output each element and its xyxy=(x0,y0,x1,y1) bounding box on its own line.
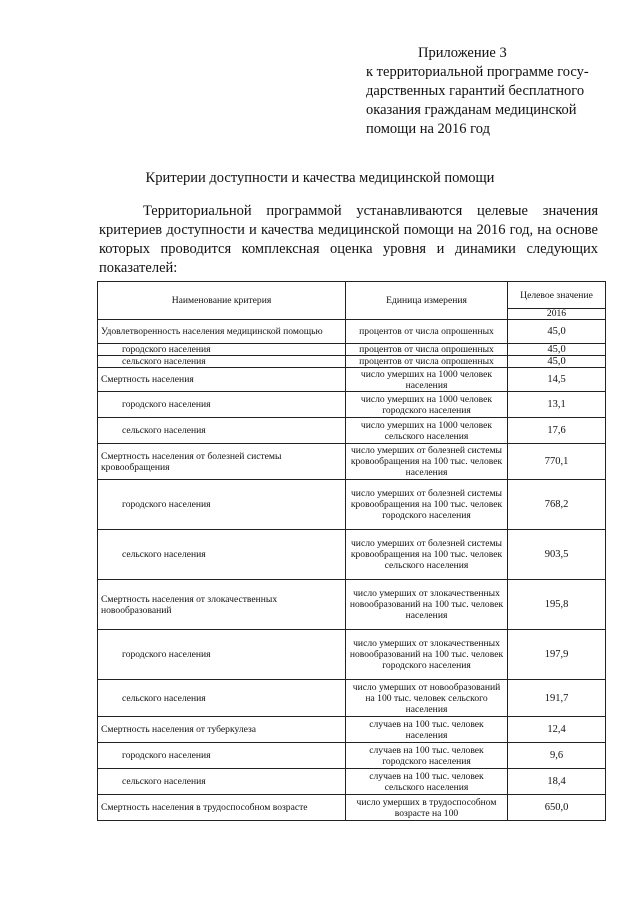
document-title: Критерии доступности и качества медицинской помощи xyxy=(145,170,495,186)
criterion-name: городского населения xyxy=(98,743,346,769)
criterion-unit: процентов от числа опрошенных xyxy=(346,344,508,356)
intro-paragraph: Территориальной программой устанавливаются целевые значения критериев доступности и качества медицинской помощи на 2016 год, на основе которых проводится комплексная оценка уровня и динамики следующих показателей: xyxy=(99,203,598,276)
criterion-value: 195,8 xyxy=(508,580,606,630)
table-row xyxy=(98,717,606,743)
criterion-name: городского населения xyxy=(98,392,346,418)
criterion-value: 770,1 xyxy=(508,444,606,480)
criteria-table xyxy=(97,281,606,821)
table-row xyxy=(98,580,606,630)
criterion-value: 197,9 xyxy=(508,630,606,680)
table-row xyxy=(98,630,606,680)
header-unit: Единица измерения xyxy=(346,282,508,320)
criterion-value: 650,0 xyxy=(508,795,606,821)
criterion-value: 14,5 xyxy=(508,368,606,392)
criterion-unit: процентов от числа опрошенных xyxy=(346,356,508,368)
appendix-line-4: помощи на 2016 год xyxy=(366,121,490,137)
appendix-header xyxy=(366,44,606,139)
table-row xyxy=(98,530,606,580)
criterion-name: Смертность населения xyxy=(98,368,346,392)
criterion-name: сельского населения xyxy=(98,356,346,368)
criterion-unit: число умерших на 1000 человек сельского населения xyxy=(346,418,508,444)
criterion-value: 768,2 xyxy=(508,480,606,530)
criterion-value: 9,6 xyxy=(508,743,606,769)
appendix-line-2: дарственных гарантий бесплатного xyxy=(366,83,585,99)
table-row xyxy=(98,320,606,344)
criterion-value: 13,1 xyxy=(508,392,606,418)
header-target: Целевое значение xyxy=(508,282,606,309)
criterion-value: 17,6 xyxy=(508,418,606,444)
criterion-unit: случаев на 100 тыс. человек городского населения xyxy=(346,743,508,769)
appendix-title: Приложение 3 xyxy=(418,45,507,61)
criterion-name: городского населения xyxy=(98,630,346,680)
criterion-unit: число умерших от новообразований на 100 тыс. человек сельского населения xyxy=(346,680,508,717)
table-row xyxy=(98,743,606,769)
criterion-name: сельского населения xyxy=(98,530,346,580)
criterion-value: 45,0 xyxy=(508,320,606,344)
criterion-value: 12,4 xyxy=(508,717,606,743)
criterion-name: сельского населения xyxy=(98,680,346,717)
criterion-name: сельского населения xyxy=(98,418,346,444)
table-row xyxy=(98,444,606,480)
criterion-value: 45,0 xyxy=(508,356,606,368)
table-row xyxy=(98,356,606,368)
appendix-line-3: оказания гражданам медицинской xyxy=(366,102,577,118)
criterion-value: 45,0 xyxy=(508,344,606,356)
criterion-unit: число умерших от болезней системы кровообращения на 100 тыс. человек сельского населения xyxy=(346,530,508,580)
table-row xyxy=(98,795,606,821)
table-row xyxy=(98,344,606,356)
criterion-unit: случаев на 100 тыс. человек населения xyxy=(346,717,508,743)
table-row xyxy=(98,368,606,392)
criterion-name: Смертность населения от болезней системы кровообращения xyxy=(98,444,346,480)
table-row xyxy=(98,680,606,717)
criterion-unit: число умерших от болезней системы кровообращения на 100 тыс. человек городского населения xyxy=(346,480,508,530)
criterion-name: сельского населения xyxy=(98,769,346,795)
criterion-unit: число умерших в трудоспособном возрасте на 100 xyxy=(346,795,508,821)
criterion-unit: число умерших на 1000 человек населения xyxy=(346,368,508,392)
appendix-line-1: к территориальной программе госу- xyxy=(366,64,589,80)
criterion-value: 191,7 xyxy=(508,680,606,717)
criterion-unit: случаев на 100 тыс. человек сельского населения xyxy=(346,769,508,795)
table-row xyxy=(98,769,606,795)
criterion-name: Смертность населения от туберкулеза xyxy=(98,717,346,743)
table-row xyxy=(98,392,606,418)
table-row xyxy=(98,480,606,530)
criterion-unit: число умерших на 1000 человек городского населения xyxy=(346,392,508,418)
criterion-name: Удовлетворенность населения медицинской помощью xyxy=(98,320,346,344)
criterion-unit: процентов от числа опрошенных xyxy=(346,320,508,344)
criterion-unit: число умерших от злокачественных новообразований на 100 тыс. человек населения xyxy=(346,580,508,630)
criterion-unit: число умерших от болезней системы кровообращения на 100 тыс. человек населения xyxy=(346,444,508,480)
criterion-value: 903,5 xyxy=(508,530,606,580)
header-year: 2016 xyxy=(508,309,606,320)
criterion-name: Смертность населения от злокачественных новообразований xyxy=(98,580,346,630)
header-name: Наименование критерия xyxy=(98,282,346,320)
criterion-name: Смертность населения в трудоспособном возрасте xyxy=(98,795,346,821)
criterion-name: городского населения xyxy=(98,480,346,530)
table-row xyxy=(98,418,606,444)
criterion-unit: число умерших от злокачественных новообразований на 100 тыс. человек городского населения xyxy=(346,630,508,680)
criterion-name: городского населения xyxy=(98,344,346,356)
criterion-value: 18,4 xyxy=(508,769,606,795)
